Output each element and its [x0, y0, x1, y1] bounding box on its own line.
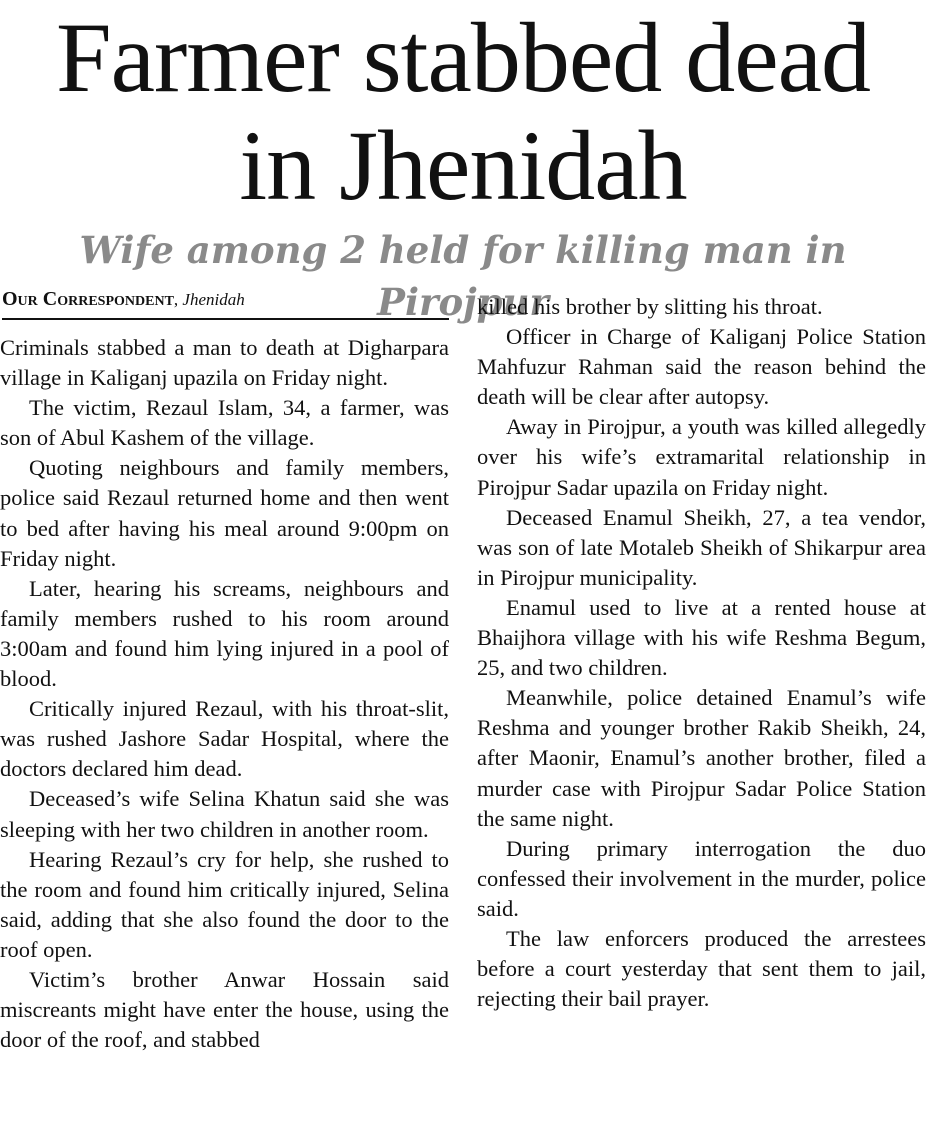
paragraph: Deceased’s wife Selina Khatun said she was sleeping with her two children in another room. [0, 786, 449, 842]
paragraph: The law enforcers produced the arrestees before a court yesterday that sent them to jail, rejecting their bail prayer. [477, 925, 926, 1012]
subheadline: Wife among 2 held for killing man in Pirojpur [79, 228, 847, 324]
byline-name: Our Correspondent [2, 288, 174, 310]
paragraph: Criminals stabbed a man to death at Digharpara village in Kaliganj upazila on Friday night. [0, 335, 449, 391]
paragraph: Later, hearing his screams, neighbours and family members rushed to his room around 3:00am and found him lying injured in a pool of blood. [0, 575, 449, 692]
byline-separator: , [173, 290, 183, 309]
paragraph: Quoting neighbours and family members, police said Rezaul returned home and then went to bed after having his meal around 9:00pm on Friday night. [0, 455, 449, 571]
paragraph: Meanwhile, police detained Enamul’s wife Reshma and younger brother Rakib Sheikh, 24, after Maonir, Enamul’s another brother, filed a murder case with Pirojpur Sadar Police Station the same night. [477, 685, 926, 831]
paragraph: Enamul used to live at a rented house at Bhaijhora village with his wife Reshma Begum, 25, and two children. [477, 594, 926, 681]
headline-line-1: Farmer stabbed dead [55, 2, 870, 113]
paragraph: killed his brother by slitting his throat. [477, 294, 823, 319]
byline-location: Jhenidah [182, 290, 245, 309]
byline [2, 284, 448, 315]
headline [0, 4, 926, 220]
paragraph: Officer in Charge of Kaliganj Police Station Mahfuzur Rahman said the reason behind the death will be clear after autopsy. [477, 324, 926, 410]
paragraph: Victim’s brother Anwar Hossain said miscreants might have enter the house, using the door of the roof, and stabbed [0, 966, 449, 1053]
paragraph: Away in Pirojpur, a youth was killed allegedly over his wife’s extramarital relationship in Pirojpur Sadar upazila on Friday night. [477, 414, 926, 500]
article-column-right [477, 292, 926, 1014]
paragraph: During primary interrogation the duo confessed their involvement in the murder, police said. [477, 835, 926, 921]
byline-divider [2, 318, 449, 320]
article-column-left [0, 333, 449, 1055]
paragraph: Hearing Rezaul’s cry for help, she rushed to the room and found him critically injured, Selina said, adding that she also found the door to the roof open. [0, 846, 449, 962]
paragraph: Critically injured Rezaul, with his throat-slit, was rushed Jashore Sadar Hospital, where the doctors declared him dead. [0, 696, 449, 782]
paragraph: The victim, Rezaul Islam, 34, a farmer, was son of Abul Kashem of the village. [0, 395, 449, 451]
headline-line-2: in Jhenidah [239, 110, 687, 221]
paragraph: Deceased Enamul Sheikh, 27, a tea vendor, was son of late Motaleb Sheikh of Shikarpur area in Pirojpur municipality. [477, 504, 926, 590]
